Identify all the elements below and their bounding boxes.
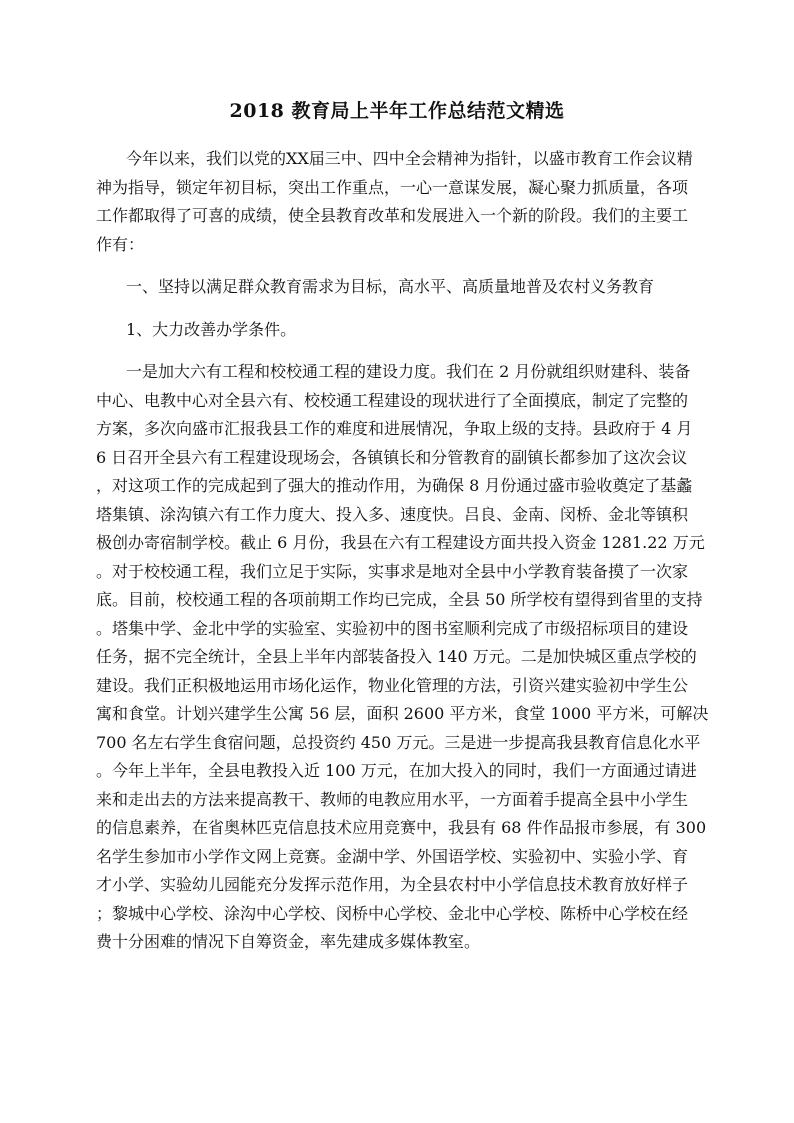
document-body — [96, 145, 709, 957]
text-line: 工作都取得了可喜的成绩，使全县教育改革和发展进入一个新的阶段。我们的主要工 — [96, 206, 689, 225]
subsection-heading — [96, 316, 700, 345]
text-line: 极创办寄宿制学校。截止 6 月份，我县在六有工程建设方面共投入资金 1281.22 万元 — [96, 533, 705, 552]
text-line: 神为指导，锁定年初目标，突出工作重点，一心一意谋发展，凝心聚力抓质量，各项 — [96, 177, 689, 197]
text-line: 700 名左右学生食宿问题，总投资约 450 万元。三是进一步提高我县教育信息化水平 — [96, 732, 701, 752]
text-line: ；黎城中心学校、涂沟中心学校、闵桥中心学校、金北中心学校、陈桥中心学校在经 — [96, 903, 689, 923]
text-line: 的信息素养，在省奥林匹克信息技术应用竞赛中，我县有 68 件作品报市参展，有 300 — [96, 818, 707, 837]
text-line: 作有： — [96, 234, 145, 254]
text-line: 名学生参加市小学作文网上竞赛。金湖中学、外国语学校、实验初中、实验小学、育 — [96, 846, 689, 866]
document-title: 2018 教育局上半年工作总结范文精选 — [229, 100, 565, 122]
text-line: 。对于校校通工程，我们立足于实际，实事求是地对全县中小学教育装备摸了一次家 — [96, 561, 689, 581]
text-line: 建设。我们正积极地运用市场化运作，物业化管理的方法，引资兴建实验初中学生公 — [96, 675, 689, 695]
text-line: 中心、电教中心对全县六有、校校通工程建设的现状进行了全面摸底，制定了完整的 — [96, 390, 689, 410]
text-line: 6 日召开全县六有工程建设现场会，各镇镇长和分管教育的副镇长都参加了这次会议 — [96, 447, 688, 467]
text-line: 来和走出去的方法来提高教干、教师的电教应用水平，一方面着手提高全县中小学生 — [96, 789, 689, 809]
text-line: 费十分困难的情况下自筹资金，率先建成多媒体教室。 — [96, 932, 481, 951]
text-line: ，对这项工作的完成起到了强大的推动作用，为确保 8 月份通过盛市验收奠定了基蠡 — [96, 476, 693, 495]
intro-paragraph — [96, 145, 700, 259]
text-line: 。塔集中学、金北中学的实验室、实验初中的图书室顺利完成了市级招标项目的建设 — [96, 618, 689, 638]
text-line: 任务，据不完全统计，全县上半年内部装备投入 140 万元。二是加快城区重点学校的 — [96, 647, 697, 666]
text-line: 今年以来，我们以党的XX届三中、四中全会精神为指针，以盛市教育工作会议精 — [126, 149, 693, 168]
text-line: 塔集镇、涂沟镇六有工作力度大、投入多、速度快。吕良、金南、闵桥、金北等镇积 — [96, 504, 689, 524]
text-line: 1、大力改善办学条件。 — [126, 319, 297, 339]
text-line: 一是加大六有工程和校校通工程的建设力度。我们在 2 月份就组织财建科、装备 — [126, 362, 691, 381]
text-line: 底。目前，校校通工程的各项前期工作均已完成，全县 50 所学校有望得到省里的支持 — [96, 590, 703, 609]
text-line: 方案，多次向盛市汇报我县工作的难度和进展情况，争取上级的支持。县政府于 4 月 — [96, 419, 693, 438]
text-line: 一、坚持以满足群众教育需求为目标，高水平、高质量地普及农村义务教育 — [126, 277, 655, 296]
body-paragraph — [96, 358, 709, 957]
section-heading — [96, 273, 700, 302]
text-line: 。今年上半年，全县电教投入近 100 万元，在加大投入的同时，我们一方面通过请进 — [96, 761, 697, 780]
text-line: 才小学、实验幼儿园能充分发挥示范作用，为全县农村中小学信息技术教育放好样子 — [96, 875, 689, 894]
text-line: 寓和食堂。计划兴建学生公寓 56 层，面积 2600 平方米，食堂 1000 平方米，可解决 — [96, 704, 709, 723]
